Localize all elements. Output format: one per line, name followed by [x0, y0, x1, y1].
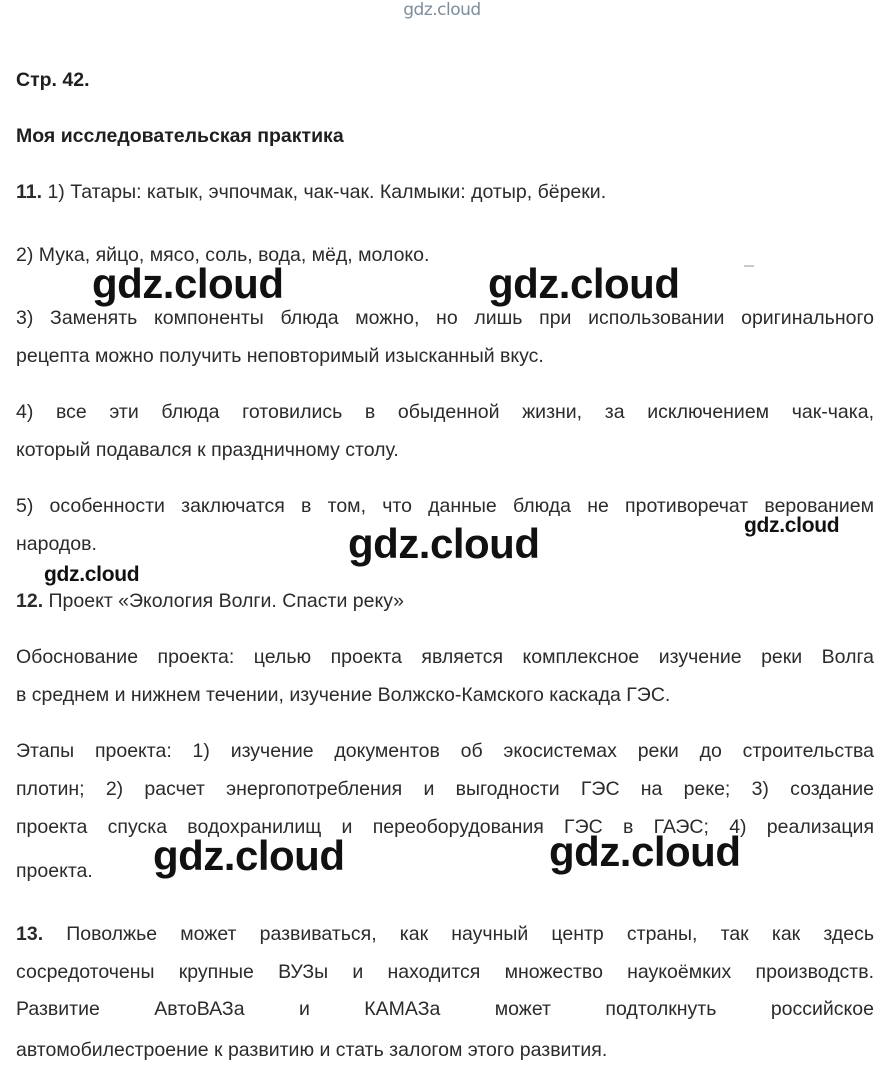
task-11-item-4-line-2: который подавался к праздничному столу.	[16, 439, 399, 461]
task-12-number: 12.	[16, 590, 44, 612]
section-title: Моя исследовательская практика	[16, 125, 344, 147]
task-11-item-5-line-1: 5) особенности заключатся в том, что данные блюда не противоречат верованием	[16, 495, 874, 517]
task-11-item-3-line-2: рецепта можно получить неповторимый изысканный вкус.	[16, 345, 544, 367]
task-12-title: Проект «Экология Волги. Спасти реку»	[43, 590, 405, 612]
task-12-stages-line-3: проекта спуска водохранилищ и переоборудования ГЭС в ГАЭС; 4) реализация	[16, 816, 874, 838]
stray-mark	[744, 265, 754, 267]
task-13-text-1: Поволжье может развиваться, как научный центр страны, так как здесь	[43, 923, 874, 945]
watermark-big-5: gdz.cloud	[549, 828, 741, 875]
task-12-stages-line-2: плотин; 2) расчет энергопотребления и выгодности ГЭС на реке; 3) создание	[16, 778, 874, 800]
task-12-stages-line-4: проекта.	[16, 860, 93, 882]
task-13-line-1	[16, 922, 874, 946]
watermark-big-1: gdz.cloud	[92, 260, 284, 307]
page-number: Стр. 42.	[16, 69, 90, 91]
task-12-stages-line-1: Этапы проекта: 1) изучение документов об экосистемах реки до строительства	[16, 740, 874, 762]
task-11-item-5-line-2: народов.	[16, 533, 97, 555]
task-12-rationale-line-2: в среднем и нижнем течении, изучение Волжско-Камского каскада ГЭС.	[16, 684, 671, 706]
task-13-line-4: автомобилестроение к развитию и стать залогом этого развития.	[16, 1039, 608, 1061]
task-11-item-2: 2) Мука, яйцо, мясо, соль, вода, мёд, молоко.	[16, 244, 430, 266]
task-11-item-3-line-1: 3) Заменять компоненты блюда можно, но лишь при использовании оригинального	[16, 307, 874, 329]
task-11-number: 11.	[16, 181, 43, 203]
watermark-big-3: gdz.cloud	[348, 520, 540, 567]
task-13-number: 13.	[16, 923, 44, 945]
watermark-big-2: gdz.cloud	[488, 260, 680, 307]
watermark-big-4: gdz.cloud	[153, 832, 345, 879]
task-13-line-3: Развитие АвтоВАЗа и КАМАЗа может подтолкнуть российское	[16, 998, 874, 1020]
watermark-top: gdz.cloud	[403, 0, 481, 20]
watermark-small-2: gdz.cloud	[44, 563, 140, 586]
watermark-small-1: gdz.cloud	[744, 514, 840, 537]
task-11-item-1: 1) Татары: катык, эчпочмак, чак-чак. Калмыки: дотыр, бёреки.	[42, 181, 607, 203]
task-11-line-1	[16, 180, 606, 204]
task-11-item-4-line-1: 4) все эти блюда готовились в обыденной жизни, за исключением чак-чака,	[16, 401, 874, 423]
task-13-line-2: сосредоточены крупные ВУЗы и находится множество наукоёмких производств.	[16, 961, 874, 983]
task-12-rationale-line-1: Обоснование проекта: целью проекта является комплексное изучение реки Волга	[16, 646, 874, 668]
task-12-title-line	[16, 589, 404, 613]
